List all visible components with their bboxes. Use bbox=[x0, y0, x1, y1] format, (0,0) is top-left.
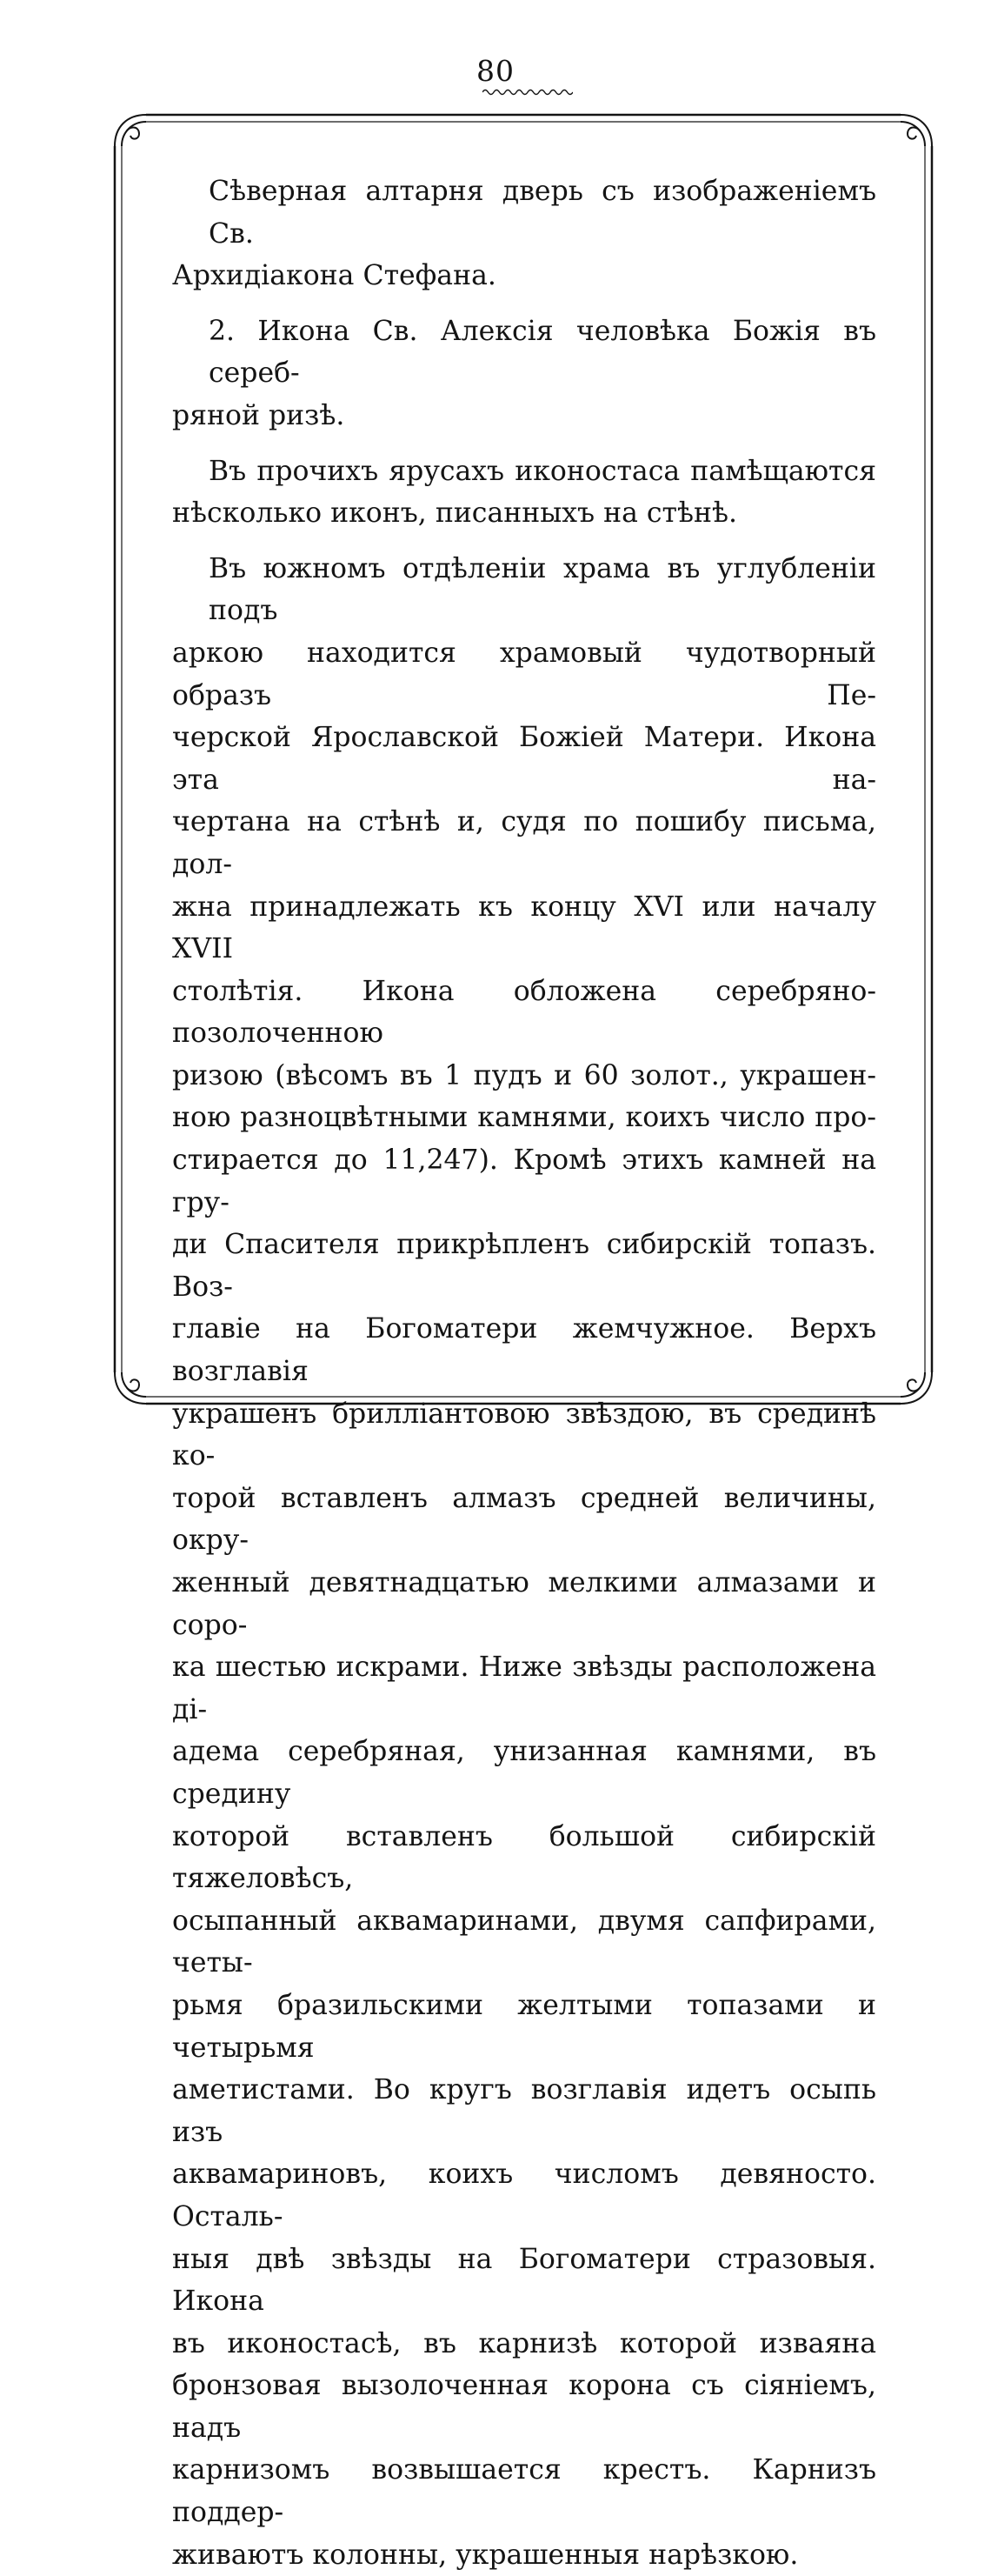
text-line: столѣтія. Икона обложена серебряно-позолоченною bbox=[172, 975, 876, 1050]
text-line: торой вставленъ алмазъ средней величины, окру- bbox=[172, 1482, 876, 1557]
text-line: аметистами. Во кругъ возглавія идетъ осыпь изъ bbox=[172, 2074, 876, 2148]
text-line: въ иконостасѣ, въ карнизѣ которой изваяна bbox=[172, 2327, 876, 2359]
ornament-wave bbox=[482, 87, 573, 97]
text-line: Архидіакона Стефана. bbox=[172, 260, 496, 292]
text-line: живаютъ колонны, украшенныя нарѣзкою. bbox=[172, 2539, 799, 2571]
text-line: Сѣверная алтарня дверь съ изображеніемъ Св. bbox=[209, 176, 876, 250]
text-line: Въ южномъ отдѣленіи храма въ углубленіи подъ bbox=[209, 552, 876, 627]
text-line: главіе на Богоматери жемчужное. Верхъ возглавія bbox=[172, 1313, 876, 1388]
text-line: украшенъ бриллiантовою звѣздою, въ срединѣ ко- bbox=[172, 1398, 876, 1472]
text-line: ною разноцвѣтными камнями, коихъ число про- bbox=[172, 1102, 876, 1134]
text-line: ныя двѣ звѣзды на Богоматери стразовыя. Икона bbox=[172, 2243, 876, 2318]
paragraph-1 bbox=[172, 170, 876, 297]
text-line: ди Спасителя прикрѣпленъ сибирскій топазъ. Воз- bbox=[172, 1229, 876, 1303]
text-line: рьмя бразильскими желтыми топазами и четырьмя bbox=[172, 1989, 876, 2064]
text-line: аквамариновъ, коихъ числомъ девяносто. Осталь- bbox=[172, 2159, 876, 2232]
text-line: осыпанный аквамаринами, двумя сапфирами, четы- bbox=[172, 1905, 876, 1979]
text-line: ряной ризѣ. bbox=[172, 399, 345, 431]
text-line: Въ прочихъ ярусахъ иконостаса памѣщаются bbox=[209, 455, 876, 487]
text-line: чертана на стѣнѣ и, судя по пошибу письма, дол- bbox=[172, 806, 876, 880]
text-line: нѣсколько иконъ, писанныхъ на стѣнѣ. bbox=[172, 497, 737, 530]
text-line: бронзовая вызолоченная корона съ сіяніемъ, надъ bbox=[172, 2370, 876, 2444]
paragraph-3 bbox=[172, 450, 876, 535]
text-line: адема серебряная, унизанная камнями, въ средину bbox=[172, 1736, 876, 1810]
paragraph-4 bbox=[172, 548, 876, 2576]
text-line: женный девятнадцатью мелкими алмазами и соро- bbox=[172, 1567, 876, 1641]
text-line: ризою (вѣсомъ въ 1 пудъ и 60 золот., украшен- bbox=[172, 1059, 876, 1091]
text-line: жна принадлежать къ концу XVI или началу XVII bbox=[172, 891, 876, 965]
body-text bbox=[172, 170, 876, 2576]
text-line: 2. Икона Св. Алексія человѣка Божія въ сереб- bbox=[209, 315, 876, 390]
page-number: 80 bbox=[476, 54, 515, 88]
text-line: черской Ярославской Божіей Матери. Икона эта на- bbox=[172, 722, 876, 796]
text-line: аркою находится храмовый чудотворный образъ Пе- bbox=[172, 637, 876, 711]
text-line: стирается до 11,247). Кромѣ этихъ камней на гру- bbox=[172, 1145, 876, 1218]
text-line: которой вставленъ большой сибирскій тяжеловѣсъ, bbox=[172, 1820, 876, 1895]
text-line: ка шестью искрами. Ниже звѣзды расположена ді- bbox=[172, 1652, 876, 1725]
paragraph-2 bbox=[172, 310, 876, 437]
text-line: карнизомъ возвышается крестъ. Карнизъ поддер- bbox=[172, 2454, 876, 2529]
